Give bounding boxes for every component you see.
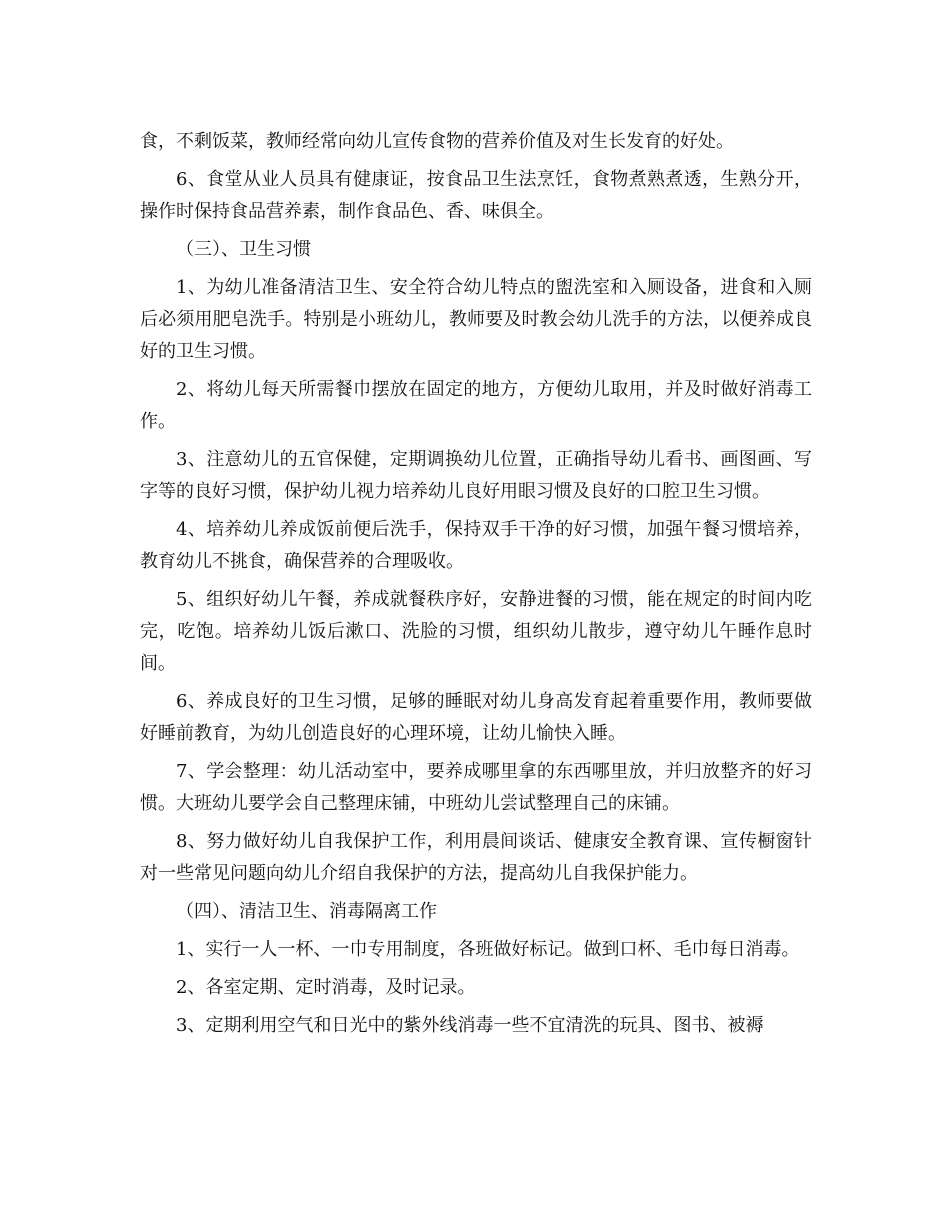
paragraph: 2、各室定期、定时消毒，及时记录。 — [176, 977, 476, 998]
paragraph: 3、定期利用空气和日光中的紫外线消毒一些不宜清洗的玩具、图书、被褥 — [176, 1015, 764, 1036]
paragraph: 食，不剩饭菜，教师经常向幼儿宣传食物的营养价值及对生长发育的好处。 — [140, 131, 734, 152]
paragraph: 1、实行一人一杯、一巾专用制度，各班做好标记。做到口杯、毛巾每日消毒。 — [176, 939, 800, 960]
paragraph: 8、努力做好幼儿自我保护工作，利用晨间谈话、健康安全教育课、宣传橱窗针对一些常见问题向幼儿介绍自我保护的方法，提高幼儿自我保护能力。 — [140, 831, 812, 884]
section-heading: （三）、卫生习惯 — [176, 239, 311, 260]
paragraph: 4、培养幼儿养成饭前便后洗手，保持双手干净的好习惯，加强午餐习惯培养，教育幼儿不挑食，确保营养的合理吸收。 — [140, 519, 812, 572]
paragraph: 6、养成良好的卫生习惯，足够的睡眠对幼儿身高发育起着重要作用，教师要做好睡前教育，为幼儿创造良好的心理环境，让幼儿愉快入睡。 — [140, 691, 812, 744]
paragraph: 7、学会整理：幼儿活动室中，要养成哪里拿的东西哪里放，并归放整齐的好习惯。大班幼儿要学会自己整理床铺，中班幼儿尝试整理自己的床铺。 — [140, 761, 812, 814]
paragraph: 2、将幼儿每天所需餐巾摆放在固定的地方，方便幼儿取用，并及时做好消毒工作。 — [140, 379, 812, 432]
paragraph: 1、为幼儿准备清洁卫生、安全符合幼儿特点的盥洗室和入厕设备，进食和入厕后必须用肥皂洗手。特别是小班幼儿，教师要及时教会幼儿洗手的方法，以便养成良好的卫生习惯。 — [140, 277, 812, 362]
section-heading: （四）、清洁卫生、消毒隔离工作 — [176, 901, 437, 922]
paragraph: 6、食堂从业人员具有健康证，按食品卫生法烹饪，食物煮熟煮透，生熟分开，操作时保持食品营养素，制作食品色、香、味俱全。 — [140, 169, 812, 222]
document-body — [140, 126, 812, 1048]
paragraph: 3、注意幼儿的五官保健，定期调换幼儿位置，正确指导幼儿看书、画图画、写字等的良好习惯，保护幼儿视力培养幼儿良好用眼习惯及良好的口腔卫生习惯。 — [140, 449, 812, 502]
paragraph: 5、组织好幼儿午餐，养成就餐秩序好，安静进餐的习惯，能在规定的时间内吃完，吃饱。培养幼儿饭后漱口、洗脸的习惯，组织幼儿散步，遵守幼儿午睡作息时间。 — [140, 589, 812, 674]
